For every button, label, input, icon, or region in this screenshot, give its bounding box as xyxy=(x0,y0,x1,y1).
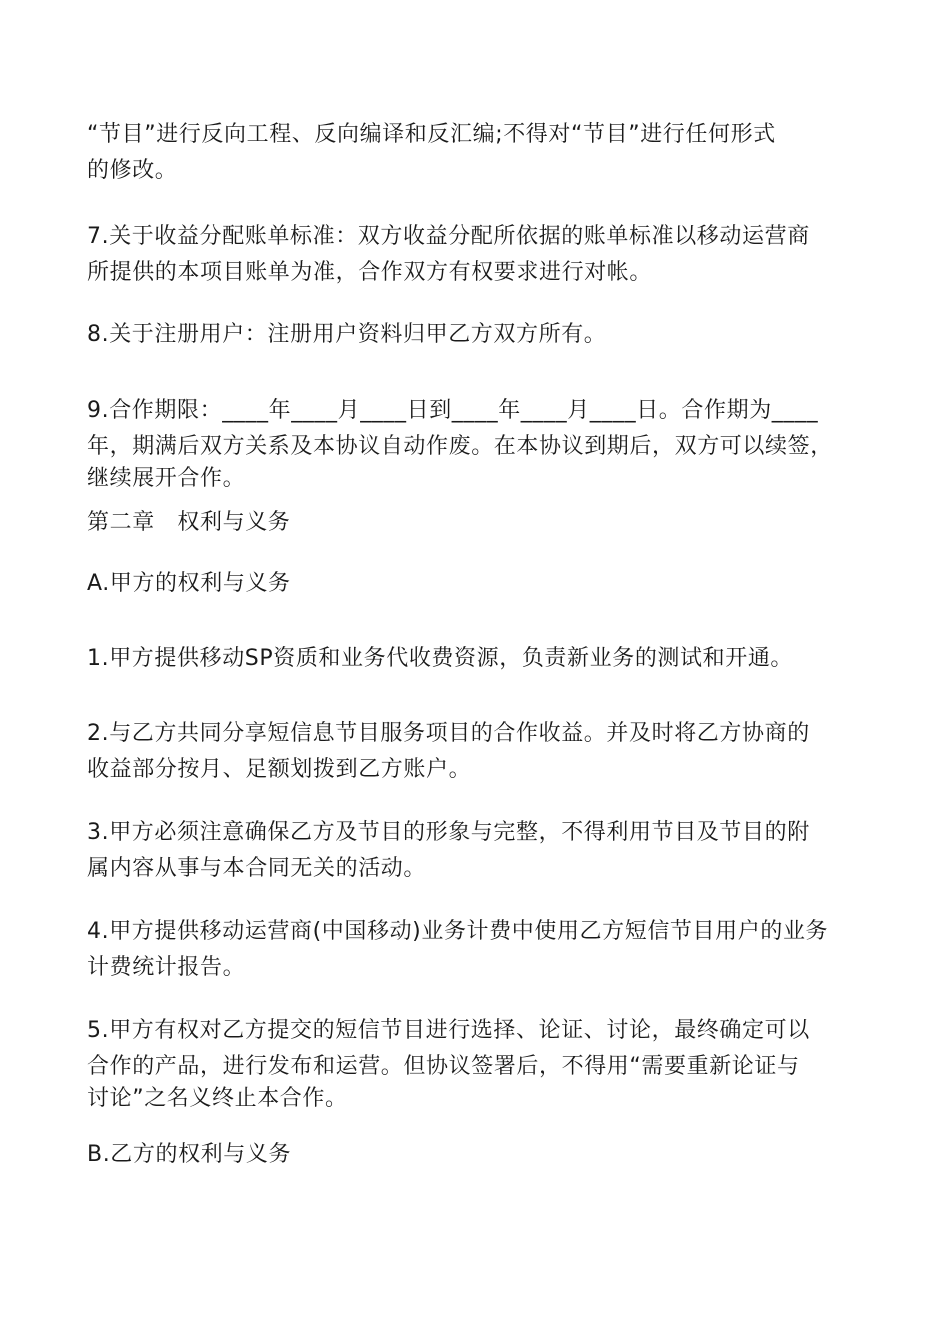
paragraph-item-7 xyxy=(87,219,877,291)
section-a-heading xyxy=(87,566,877,602)
text-line: 4.甲方提供移动运营商(中国移动)业务计费中使用乙方短信节目用户的业务 xyxy=(87,919,829,944)
text-line: B.乙方的权利与义务 xyxy=(87,1142,292,1167)
text-line: 8.关于注册用户：注册用户资料归甲乙方双方所有。 xyxy=(87,322,607,347)
text-line: 的修改。 xyxy=(87,158,178,183)
text-line: 7.关于收益分配账单标准：双方收益分配所依据的账单标准以移动运营商 xyxy=(87,224,810,249)
text-line: A.甲方的权利与义务 xyxy=(87,571,291,596)
paragraph-a-item-4 xyxy=(87,914,877,986)
paragraph-continuation xyxy=(87,117,877,189)
text-line: 2.与乙方共同分享短信息节目服务项目的合作收益。并及时将乙方协商的 xyxy=(87,721,810,746)
paragraph-a-item-2 xyxy=(87,716,877,788)
text-line: 5.甲方有权对乙方提交的短信节目进行选择、论证、讨论，最终确定可以 xyxy=(87,1018,810,1043)
text-line: 讨论”之名义终止本合作。 xyxy=(87,1086,348,1111)
paragraph-item-9 xyxy=(87,393,877,497)
section-b-heading xyxy=(87,1137,877,1173)
text-line: 1.甲方提供移动SP资质和业务代收费资源，负责新业务的测试和开通。 xyxy=(87,646,794,671)
paragraph-a-item-5 xyxy=(87,1013,877,1117)
chapter-2-heading xyxy=(87,505,877,541)
paragraph-item-8 xyxy=(87,317,877,353)
paragraph-a-item-3 xyxy=(87,815,877,887)
text-line: 3.甲方必须注意确保乙方及节目的形象与完整，不得利用节目及节目的附 xyxy=(87,820,810,845)
text-line: 9.合作期限：____年____月____日到____年____月____日。合作期为____ xyxy=(87,398,819,423)
text-line: “节目”进行反向工程、反向编译和反汇编;不得对“节目”进行任何形式 xyxy=(87,122,776,147)
text-line: 合作的产品，进行发布和运营。但协议签署后，不得用“需要重新论证与 xyxy=(87,1054,800,1079)
text-line: 第二章 权利与义务 xyxy=(87,510,291,535)
text-line: 所提供的本项目账单为准，合作双方有权要求进行对帐。 xyxy=(87,260,653,285)
text-line: 属内容从事与本合同无关的活动。 xyxy=(87,856,427,881)
paragraph-a-item-1 xyxy=(87,641,877,677)
text-line: 收益部分按月、足额划拨到乙方账户。 xyxy=(87,757,472,782)
text-line: 年，期满后双方关系及本协议自动作废。在本协议到期后，双方可以续签， xyxy=(87,434,833,459)
text-line: 继续展开合作。 xyxy=(87,466,246,491)
text-line: 计费统计报告。 xyxy=(87,955,246,980)
